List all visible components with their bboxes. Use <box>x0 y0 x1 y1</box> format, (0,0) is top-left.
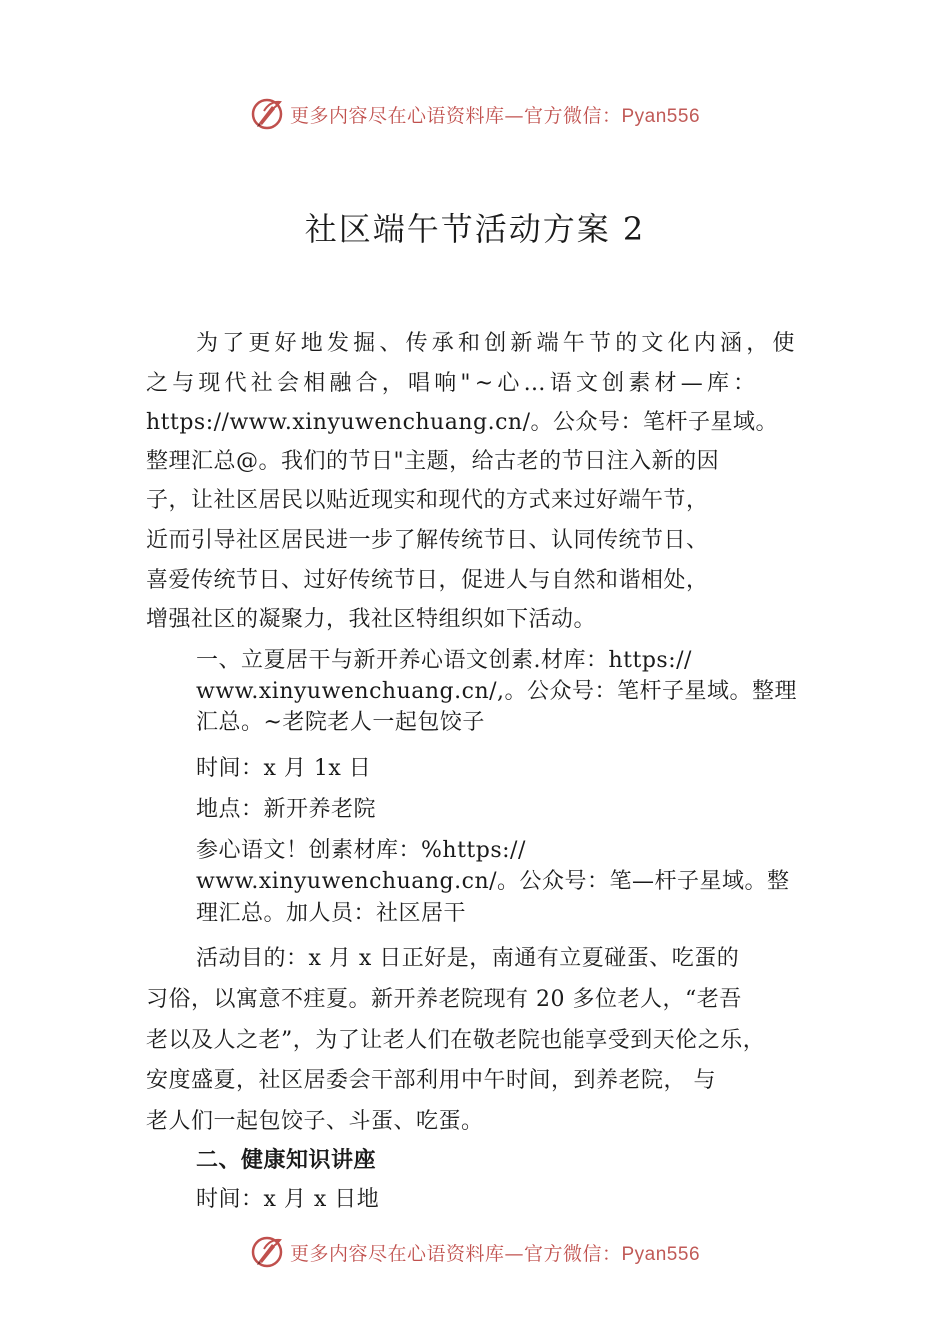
section1-purpose-line: 活动目的：x 月 x 日正好是，南通有立夏碰蛋、吃蛋的 <box>196 946 740 971</box>
section1-heading-line: 汇总。~老院老人一起包饺子 <box>196 710 485 735</box>
section1-heading-line: www.xinyuwenchuang.cn/,。公众号：笔杆子星域。整理 <box>196 679 798 704</box>
page-title: 社区端午节活动方案 2 <box>304 210 646 248</box>
intro-line: 近而引导社区居民进一步了解传统节日、认同传统节日、 <box>146 528 709 553</box>
header-watermark <box>0 94 950 134</box>
section1-participants-line: 参心语文！创素材库：%https:// <box>196 838 526 863</box>
section2-heading: 二、健康知识讲座 <box>196 1148 377 1173</box>
intro-line: 喜爱传统节日、过好传统节日，促进人与自然和谐相处， <box>146 568 709 593</box>
intro-line: 之与现代社会相融合，唱响"~心…语文创素材—库： <box>146 371 760 396</box>
watermark-text: 更多内容尽在心语资料库—官方微信：Pyan556 <box>289 104 701 127</box>
section1-heading-line: 一、立夏居干与新开养心语文创素.材库：https:// <box>196 648 692 673</box>
section1-participants-line: 理汇总。加人员：社区居干 <box>196 901 467 926</box>
section1-participants-line: www.xinyuwenchuang.cn/。公众号：笔—杆子星域。整 <box>196 869 790 894</box>
section1-purpose-line: 老以及人之老”，为了让老人们在敬老院也能享受到天伦之乐， <box>146 1028 766 1053</box>
intro-line: 整理汇总@。我们的节日"主题，给古老的节日注入新的因 <box>146 449 720 474</box>
quill-pen-logo-icon <box>250 1235 284 1269</box>
watermark-text: 更多内容尽在心语资料库—官方微信：Pyan556 <box>289 1242 701 1265</box>
intro-line: 为了更好地发掘、传承和创新端午节的文化内涵，使 <box>196 331 799 356</box>
intro-line: https://www.xinyuwenchuang.cn/。公众号：笔杆子星域。 <box>146 410 778 435</box>
section1-purpose-line: 老人们一起包饺子、斗蛋、吃蛋。 <box>146 1109 484 1134</box>
wechat-id: Pyan556 <box>621 105 701 127</box>
quill-pen-logo-icon <box>250 97 284 131</box>
section2-time: 时间：x 月 x 日地 <box>196 1187 380 1212</box>
section1-purpose-line: 安度盛夏，社区居委会干部利用中午时间，到养老院， 与 <box>146 1068 716 1093</box>
footer-watermark <box>0 1232 950 1272</box>
intro-line: 增强社区的凝聚力，我社区特组织如下活动。 <box>146 607 597 632</box>
intro-line: 子，让社区居民以贴近现实和现代的方式来过好端午节， <box>146 488 709 513</box>
section1-place: 地点：新开养老院 <box>196 797 377 822</box>
section1-time: 时间：x 月 1x 日 <box>196 756 372 781</box>
wechat-id: Pyan556 <box>621 1243 701 1265</box>
section1-purpose-line: 习俗，以寓意不疰夏。新开养老院现有 20 多位老人，“老吾 <box>146 987 742 1012</box>
